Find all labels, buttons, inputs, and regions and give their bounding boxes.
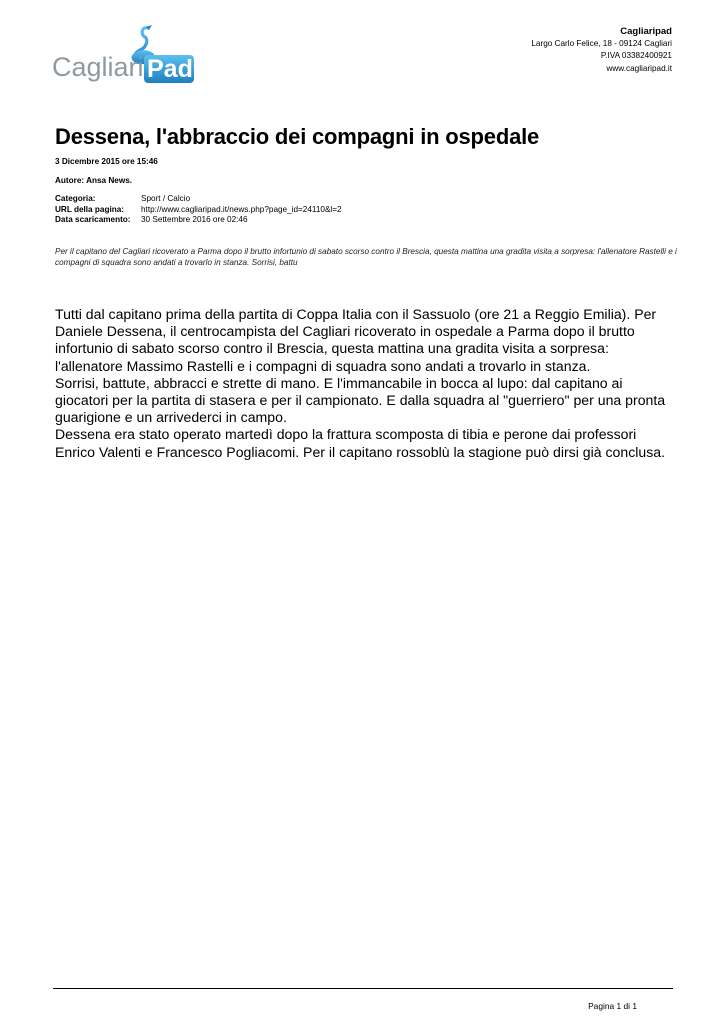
meta-value: 30 Settembre 2016 ore 02:46 bbox=[141, 215, 248, 224]
cagliaripad-logo bbox=[50, 22, 195, 86]
meta-value: Sport / Calcio bbox=[141, 194, 191, 203]
footer-divider bbox=[53, 988, 673, 989]
company-vat: P.IVA 03382400921 bbox=[600, 51, 672, 61]
article-body bbox=[55, 306, 677, 461]
page-number: Pagina 1 di 1 bbox=[588, 1001, 637, 1011]
body-paragraph: Sorrisi, battute, abbracci e strette di mano. E l'immancabile in bocca al lupo: dal capitano ai giocatori per la partita di stasera e per il campionato. E dalla squadra al "guerriero" per una pronta guarigione e un arrivederci in campo. bbox=[55, 374, 666, 426]
meta-row-url bbox=[55, 205, 342, 216]
article-meta bbox=[55, 194, 342, 226]
article-title: Dessena, l'abbraccio dei compagni in ospedale bbox=[55, 124, 540, 149]
company-info bbox=[531, 26, 672, 75]
svg-text:Pad: Pad bbox=[147, 55, 193, 83]
company-website: www.cagliaripad.it bbox=[606, 63, 672, 73]
meta-row-category bbox=[55, 194, 342, 205]
svg-text:Cagliari: Cagliari bbox=[52, 52, 144, 82]
meta-value-url[interactable]: http://www.cagliaripad.it/news.php?page_id=24110&l=2 bbox=[141, 204, 342, 214]
body-paragraph: Tutti dal capitano prima della partita di Coppa Italia con il Sassuolo (ore 21 a Reggio Emilia). Per Daniele Dessena, il centrocampista del Cagliari ricoverato in ospedale a Parma dopo il brutto infortunio di sabato scorso contro il Brescia, questa mattina una gradita visita a sorpresa: l'allenatore Massimo Rastelli e i compagni di squadra sono andati a trovarlo in stanza. bbox=[55, 306, 657, 374]
flamingo-logo-icon bbox=[50, 22, 195, 86]
meta-row-download-date bbox=[55, 215, 342, 226]
meta-key: URL della pagina: bbox=[55, 204, 124, 214]
body-paragraph: Dessena era stato operato martedì dopo la frattura scomposta di tibia e perone dai professori Enrico Valenti e Francesco Pogliacomi. Per il capitano rossoblù la stagione può dirsi già conclusa. bbox=[55, 426, 666, 460]
article-date: 3 Dicembre 2015 ore 15:46 bbox=[55, 157, 158, 166]
article-abstract: Per il capitano del Cagliari ricoverato a Parma dopo il brutto infortunio di sabato scorso contro il Brescia, questa mattina una gradita visita a sorpresa: l'allenatore Rastelli e i compagni di squadra sono andati a trovarlo in stanza. Sorrisi, battu bbox=[55, 247, 677, 267]
meta-key: Data scaricamento: bbox=[55, 215, 131, 224]
meta-key: Categoria: bbox=[55, 194, 96, 203]
company-address: Largo Carlo Felice, 18 - 09124 Cagliari bbox=[531, 39, 672, 49]
article-author: Autore: Ansa News. bbox=[55, 176, 133, 185]
company-name: Cagliaripad bbox=[620, 26, 672, 37]
